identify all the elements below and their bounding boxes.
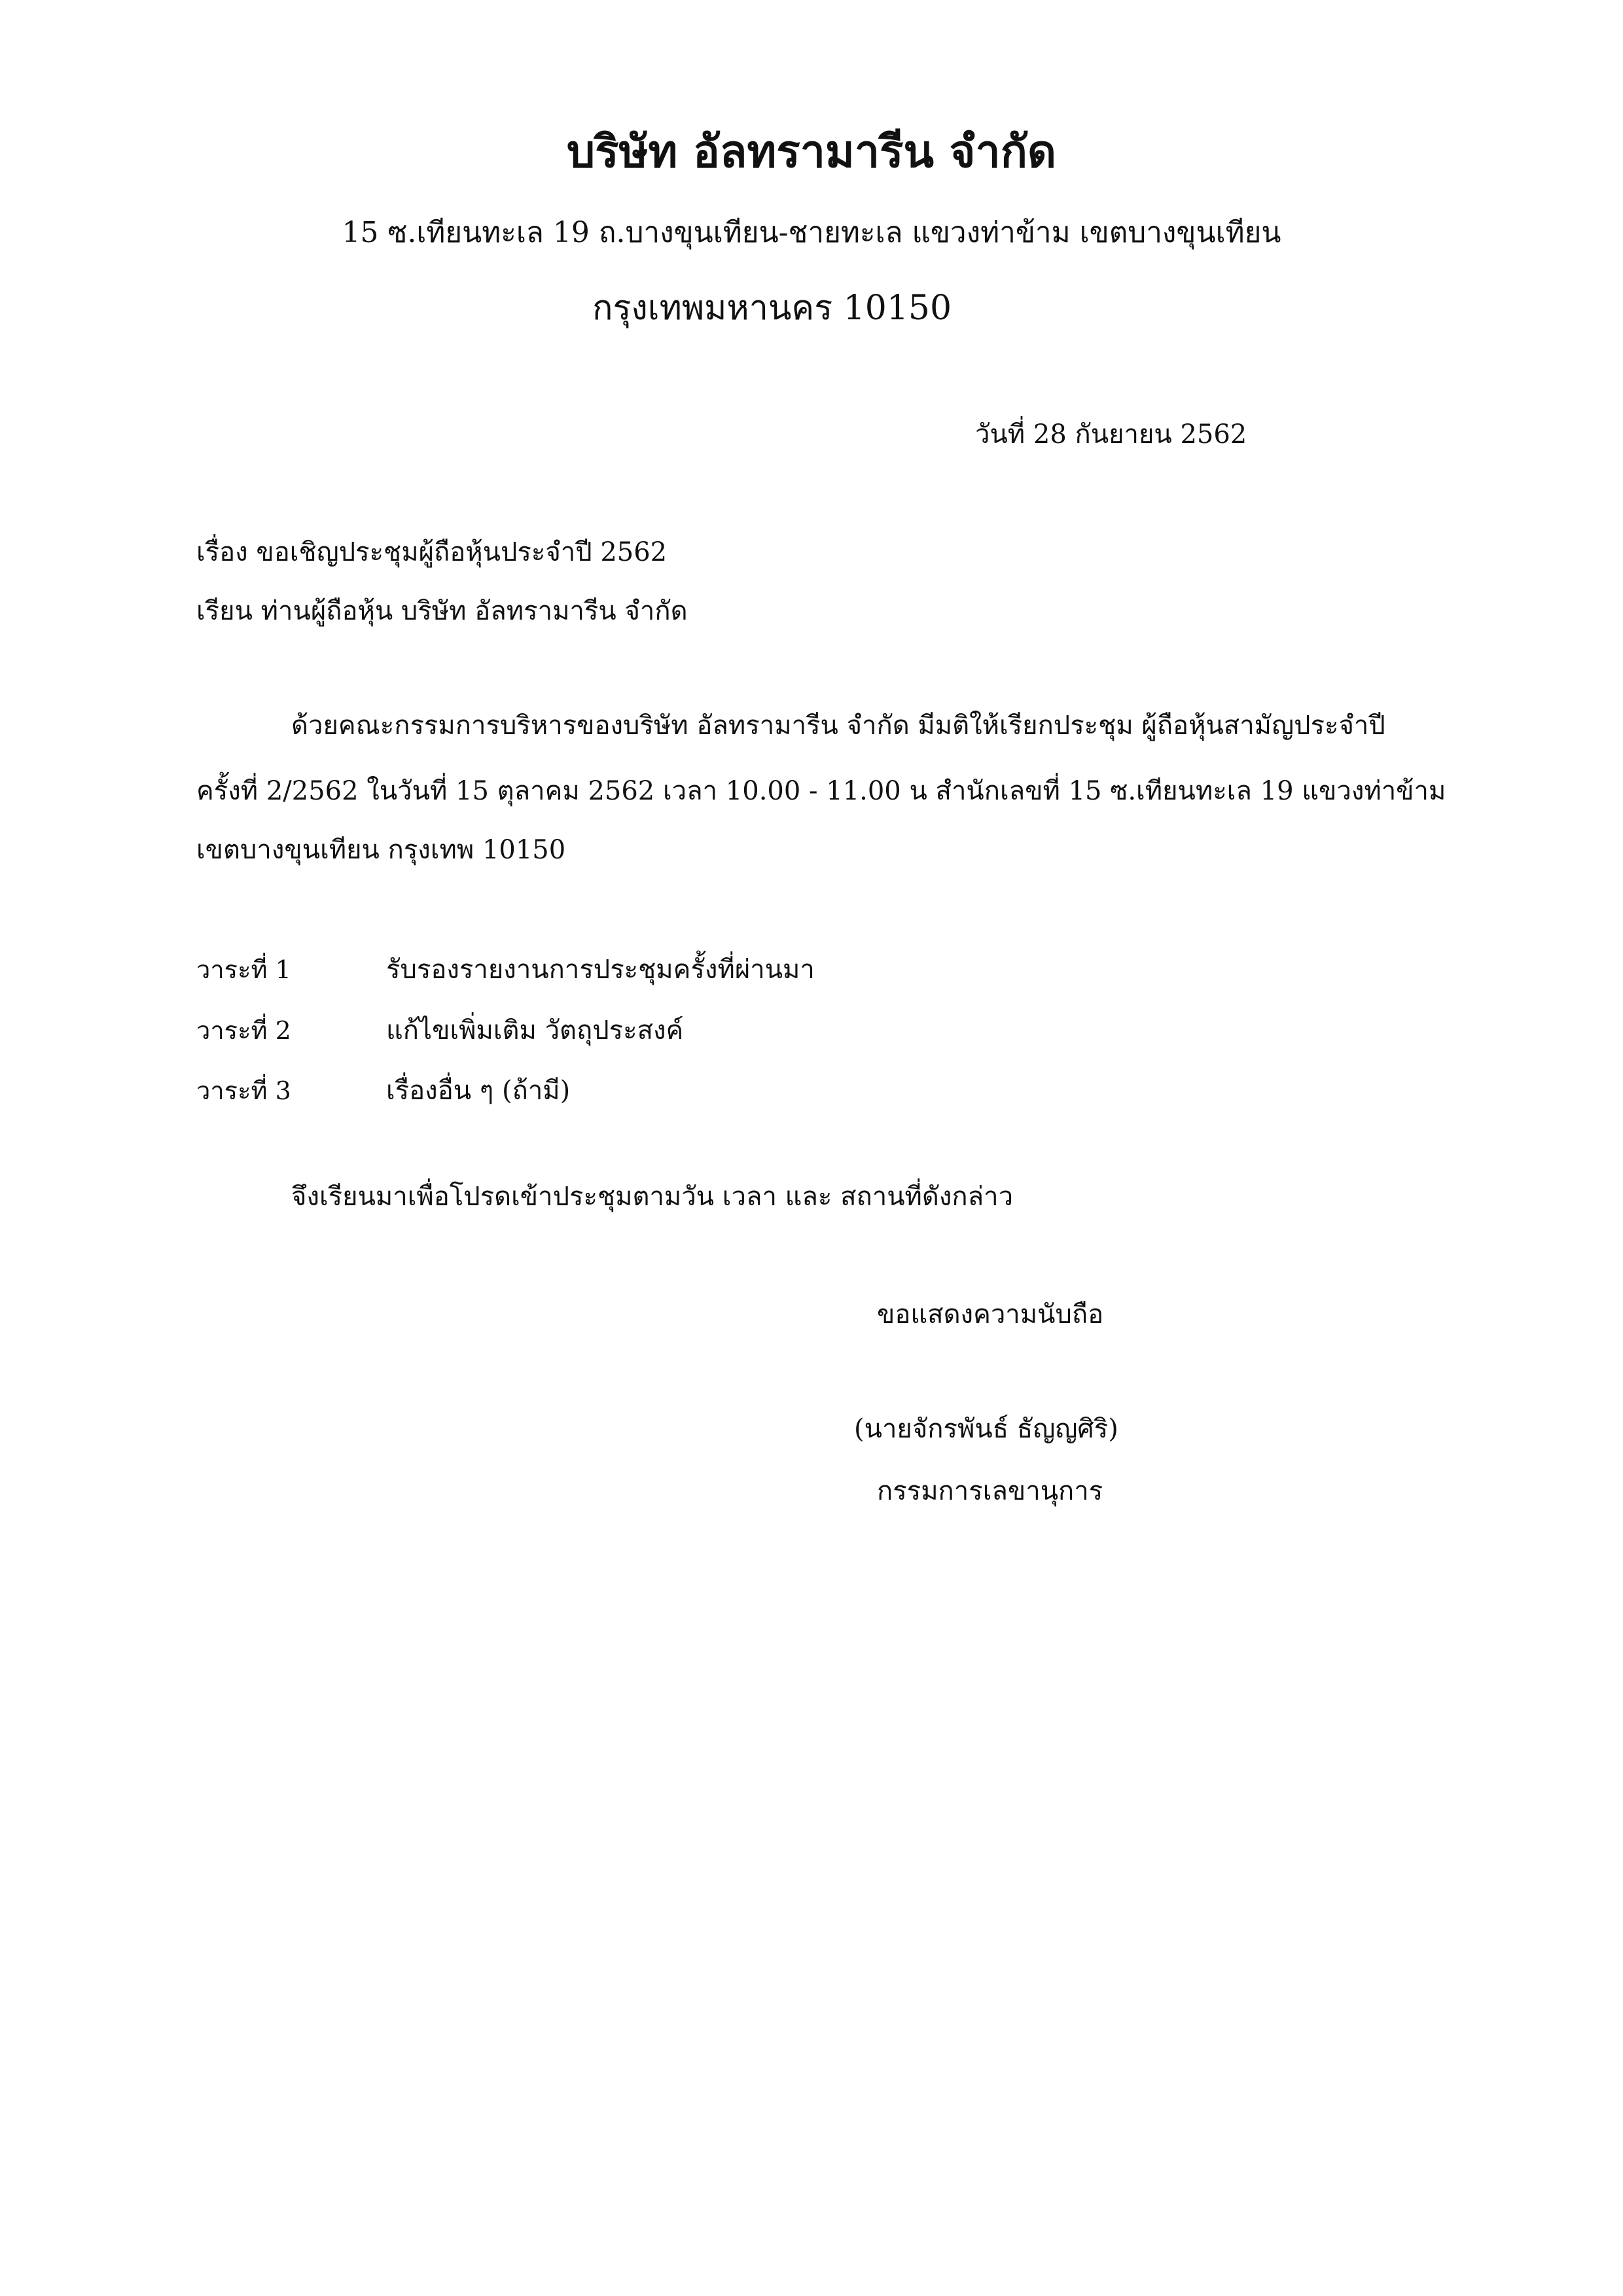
- letter-subject: เรื่อง ขอเชิญประชุมผู้ถือหุ้นประจำปี 2562: [196, 537, 668, 567]
- company-address-line: 15 ซ.เทียนทะเล 19 ถ.บางขุนเทียน-ชายทะเล แขวงท่าข้าม เขตบางขุนเทียน: [342, 216, 1281, 249]
- signer-title: กรรมการเลขานุการ: [877, 1476, 1103, 1506]
- agenda-item-label: วาระที่ 2: [196, 1016, 291, 1045]
- agenda-item-text: แก้ไขเพิ่มเติม วัตถุประสงค์: [386, 1016, 684, 1046]
- agenda-item-text: เรื่องอื่น ๆ (ถ้ามี): [386, 1076, 571, 1106]
- letter-date: วันที่ 28 กันยายน 2562: [975, 419, 1247, 450]
- closing-sentence: จึงเรียนมาเพื่อโปรดเข้าประชุมตามวัน เวลา และ สถานที่ดังกล่าว: [291, 1182, 1014, 1212]
- agenda-item-text: รับรองรายงานการประชุมครั้งที่ผ่านมา: [386, 955, 815, 985]
- body-paragraph-line: ด้วยคณะกรรมการบริหารของบริษัท อัลทรามารีน จำกัด มีมติให้เรียกประชุม ผู้ถือหุ้นสามัญประจำปี: [291, 711, 1385, 741]
- letter-recipient: เรียน ท่านผู้ถือหุ้น บริษัท อัลทรามารีน จำกัด: [196, 596, 688, 626]
- company-city-line: กรุงเทพมหานคร 10150: [592, 289, 952, 328]
- agenda-item-label: วาระที่ 1: [196, 955, 291, 984]
- company-name: บริษัท อัลทรามารีน จำกัด: [566, 126, 1057, 178]
- signature-regards: ขอแสดงความนับถือ: [877, 1299, 1104, 1330]
- body-paragraph-line: เขตบางขุนเทียน กรุงเทพ 10150: [196, 835, 566, 865]
- signer-name: (นายจักรพันธ์ ธัญญศิริ): [854, 1414, 1118, 1444]
- agenda-item-label: วาระที่ 3: [196, 1076, 291, 1105]
- body-paragraph-line: ครั้งที่ 2/2562 ในวันที่ 15 ตุลาคม 2562 เวลา 10.00 - 11.00 น สำนักเลขที่ 15 ซ.เทียนทะเล 19 แขวงท่าข้าม: [196, 776, 1446, 806]
